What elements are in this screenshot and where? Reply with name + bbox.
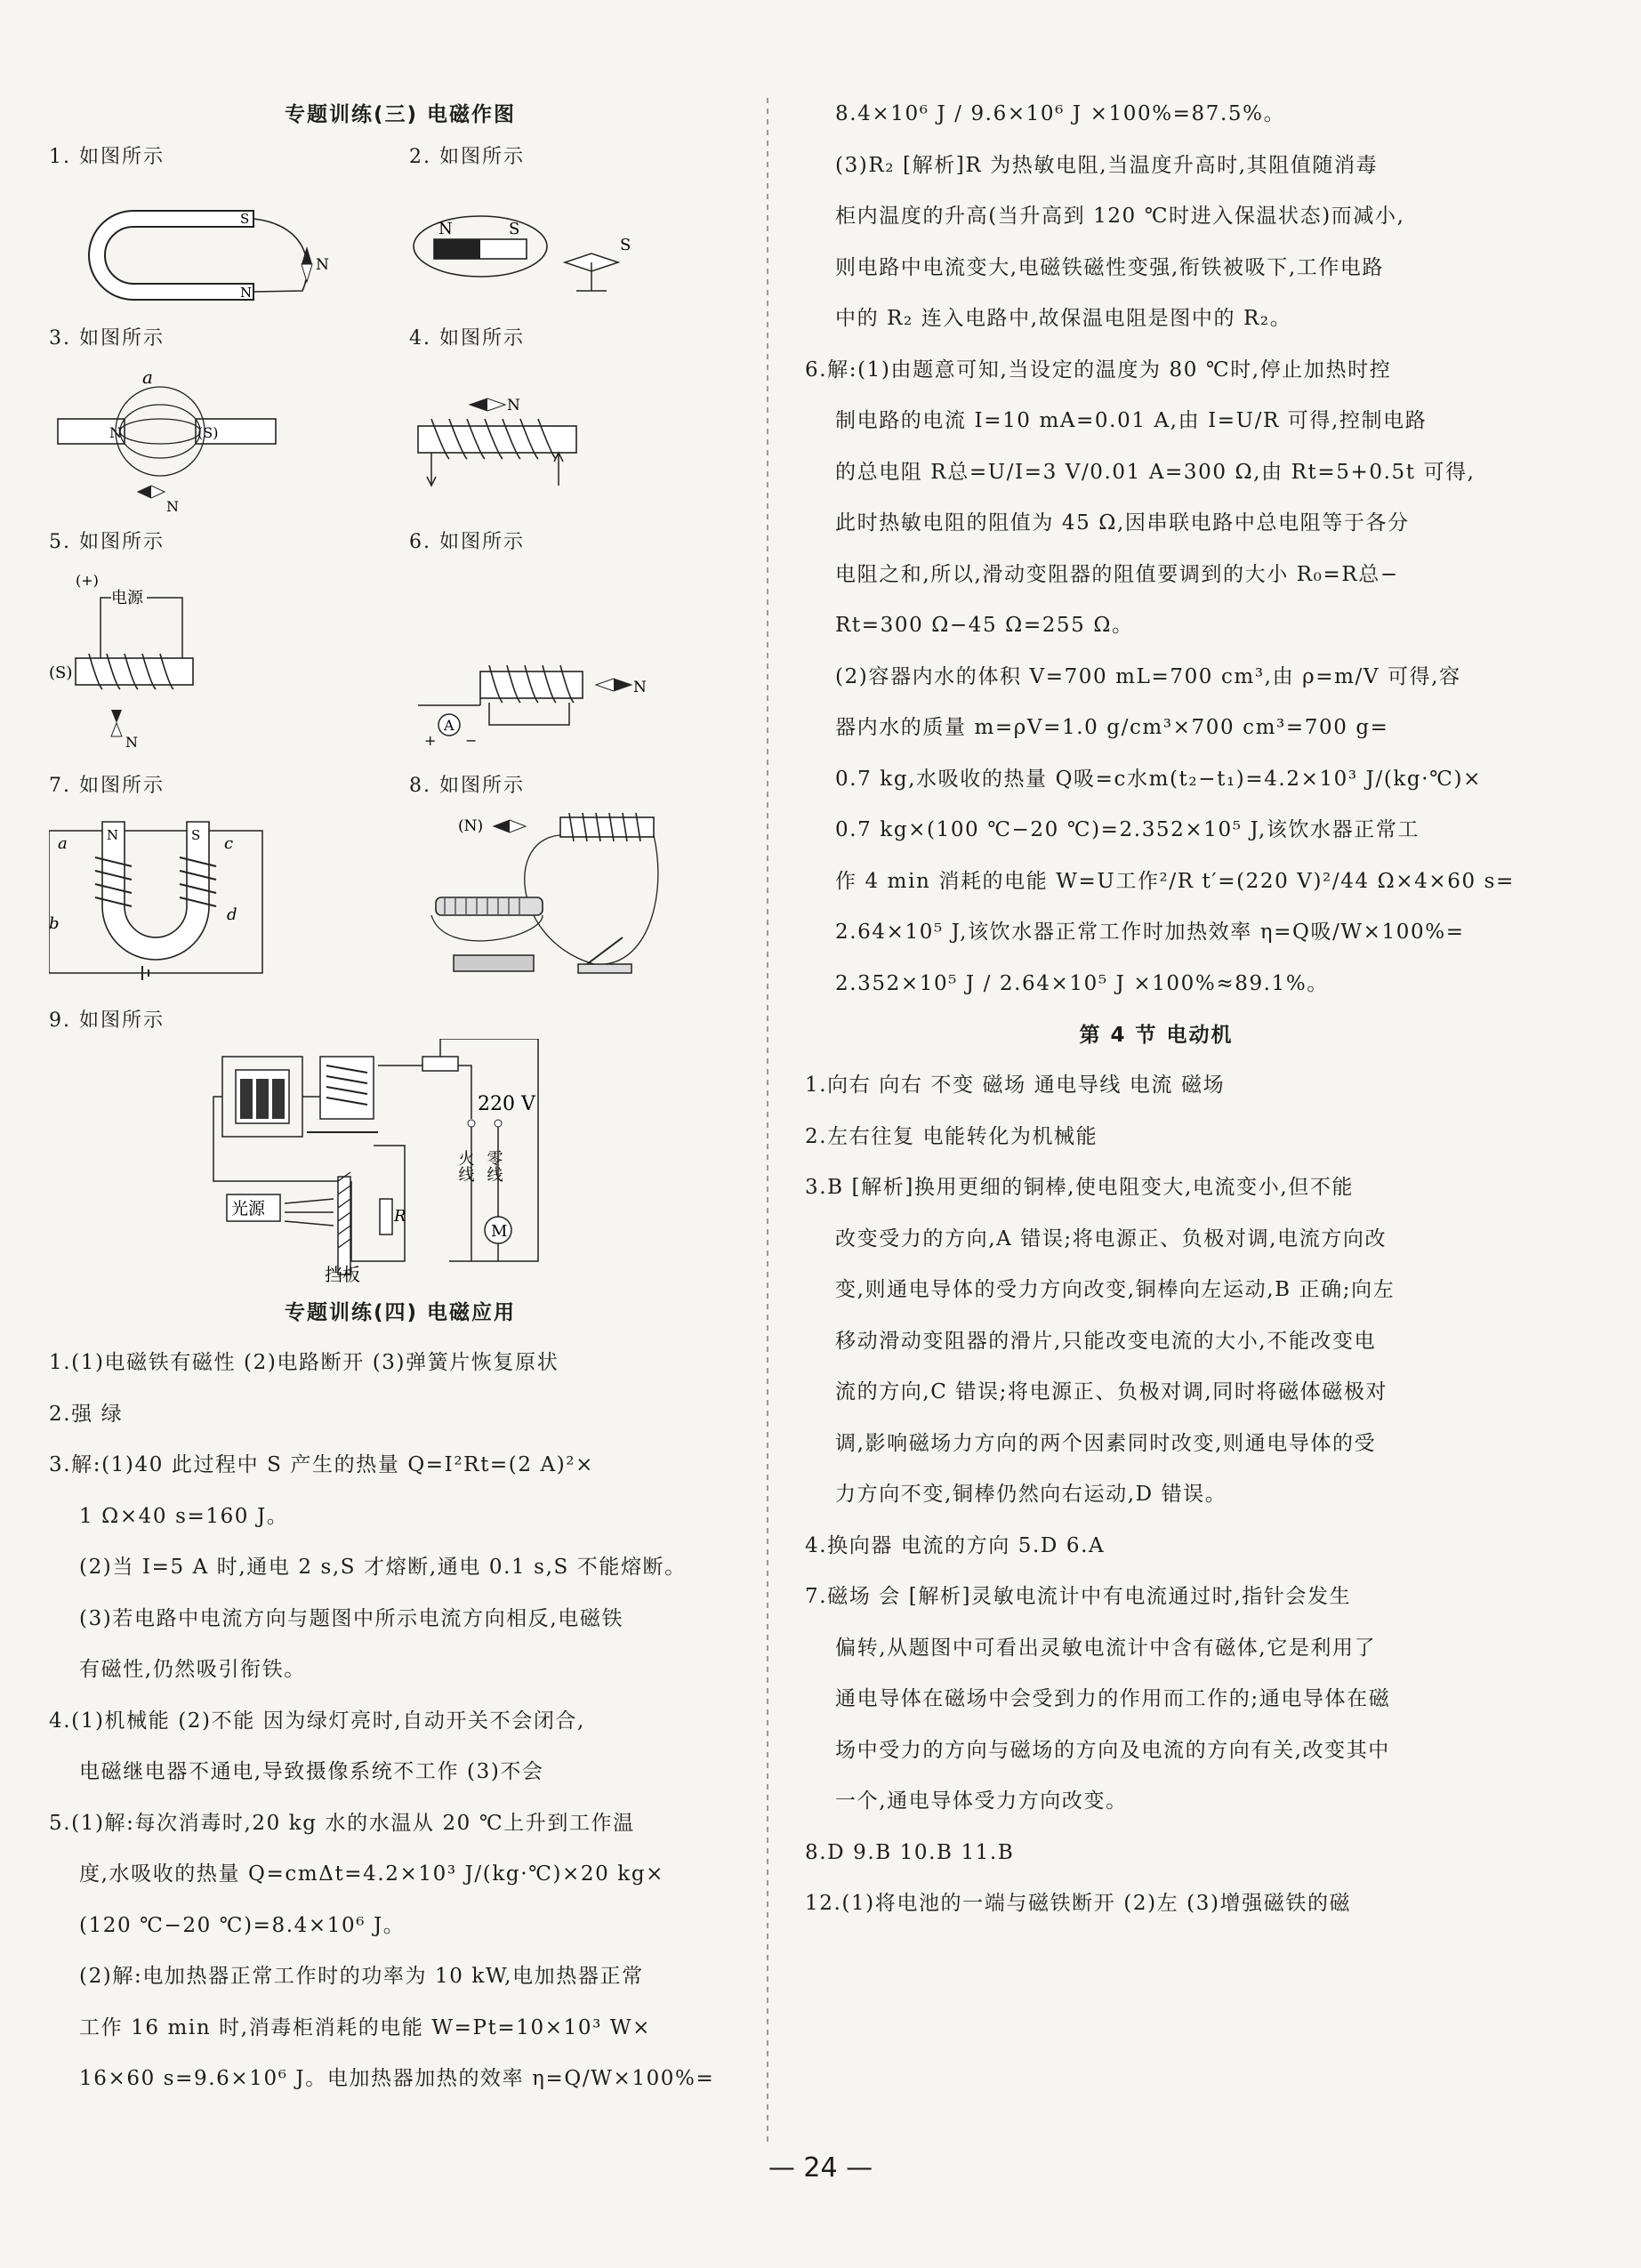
ammeter-minus: − bbox=[465, 732, 478, 749]
figure-caption: 8. 如图所示 bbox=[409, 775, 525, 797]
figure-caption: 1. 如图所示 bbox=[49, 146, 165, 168]
page-number: — 24 — bbox=[768, 2152, 873, 2184]
u-pole-s: S bbox=[191, 827, 201, 843]
solenoid-ammeter-diagram bbox=[409, 560, 738, 765]
answer-line: (2)解:电加热器正常工作时的功率为 10 kW,电加热器正常 bbox=[79, 1965, 644, 1988]
answer-line: 2.强 绿 bbox=[49, 1402, 124, 1426]
ammeter-label: A bbox=[444, 717, 454, 734]
baffle-label: 挡板 bbox=[325, 1264, 360, 1283]
motor-label: M bbox=[491, 1222, 508, 1241]
answer-line: 0.7 kg×(100 ℃−20 ℃)=2.352×10⁵ J,该饮水器正常工 bbox=[835, 818, 1420, 841]
figure-7 bbox=[49, 768, 391, 1003]
section-heading-ch4: 第 4 节 电动机 bbox=[1079, 1024, 1234, 1047]
answer-line: 4.换向器 电流的方向 5.D 6.A bbox=[805, 1533, 1106, 1557]
answer-line: 移动滑动变阻器的滑片,只能改变电流的大小,不能改变电 bbox=[835, 1329, 1377, 1353]
answer-line: 流的方向,C 错误;将电源正、负极对调,同时将磁体磁极对 bbox=[835, 1380, 1388, 1403]
figure-caption: 7. 如图所示 bbox=[49, 775, 165, 797]
column-divider bbox=[767, 98, 768, 2143]
answer-line: (3)若电路中电流方向与题图中所示电流方向相反,电磁铁 bbox=[79, 1606, 624, 1630]
figure-9 bbox=[49, 1003, 752, 1287]
answer-line: 3.B [解析]换用更细的铜棒,使电阻变大,电流变小,但不能 bbox=[805, 1176, 1355, 1199]
answer-line: 工作 16 min 时,消毒柜消耗的电能 W=Pt=10×10³ W× bbox=[79, 2015, 651, 2039]
answer-line: 6.解:(1)由题意可知,当设定的温度为 80 ℃时,停止加热时控 bbox=[805, 358, 1392, 382]
answer-line: 1.(1)电磁铁有磁性 (2)电路断开 (3)弹簧片恢复原状 bbox=[49, 1351, 559, 1374]
answer-line: 4.(1)机械能 (2)不能 因为绿灯亮时,自动开关不会闭合, bbox=[49, 1709, 585, 1733]
answer-line: 此时热敏电阻的阻值为 45 Ω,因串联电路中总电阻等于各分 bbox=[835, 511, 1410, 535]
answer-line: 通电导体在磁场中会受到力的作用而工作的;通电导体在磁 bbox=[835, 1687, 1391, 1710]
answer-line: 8.D 9.B 10.B 11.B bbox=[805, 1840, 1015, 1864]
figure-1 bbox=[49, 140, 391, 321]
plus-label: (+) bbox=[76, 572, 99, 589]
answer-line: 2.64×10⁵ J,该饮水器正常工作时加热效率 η=Q吸/W×100%= bbox=[835, 921, 1465, 944]
figure-caption: 4. 如图所示 bbox=[409, 327, 525, 350]
u-electromagnet-diagram bbox=[49, 804, 378, 1000]
answer-line: 8.4×10⁶ J / 9.6×10⁶ J ×100%=87.5%。 bbox=[835, 102, 1286, 125]
answer-line: 调,影响磁场力方向的两个因素同时改变,则通电导体的受 bbox=[835, 1431, 1377, 1455]
answer-line: 电磁继电器不通电,导致摄像系统不工作 (3)不会 bbox=[79, 1760, 544, 1783]
needle-label-s: S bbox=[620, 236, 631, 254]
figure-caption: 5. 如图所示 bbox=[49, 531, 165, 553]
answer-line: 5.(1)解:每次消毒时,20 kg 水的水温从 20 ℃上升到工作温 bbox=[49, 1811, 635, 1835]
answer-line: 柜内温度的升高(当升高到 120 ℃时进入保温状态)而减小, bbox=[835, 205, 1405, 228]
pole-label-s: (S) bbox=[49, 664, 73, 682]
needle-label-n: N bbox=[316, 256, 329, 274]
magnet-label-s: S bbox=[509, 220, 520, 238]
answer-line: 一个,通电导体受力方向改变。 bbox=[835, 1789, 1128, 1813]
figure-4 bbox=[409, 321, 752, 525]
answer-line: 电阻之和,所以,滑动变阻器的阻值要调到的大小 R₀=R总− bbox=[835, 562, 1399, 586]
needle-label-n: N bbox=[507, 397, 520, 414]
answer-line: 场中受力的方向与磁场的方向及电流的方向有关,改变其中 bbox=[835, 1738, 1390, 1762]
figure-caption: 2. 如图所示 bbox=[409, 146, 525, 168]
terminal-d: d bbox=[227, 905, 237, 924]
answer-line: 则电路中电流变大,电磁铁磁性变强,衔铁被吸下,工作电路 bbox=[835, 255, 1385, 279]
answer-line: 0.7 kg,水吸收的热量 Q吸=c水m(t₂−t₁)=4.2×10³ J/(kg·℃)× bbox=[835, 767, 1482, 791]
answer-line: 偏转,从题图中可看出灵敏电流计中含有磁体,它是利用了 bbox=[835, 1636, 1377, 1660]
answer-line: 制电路的电流 I=10 mA=0.01 A,由 I=U/R 可得,控制电路 bbox=[835, 409, 1428, 432]
u-pole-n: N bbox=[107, 827, 119, 843]
u-magnet-diagram bbox=[49, 175, 378, 318]
terminal-c: c bbox=[224, 834, 234, 853]
answer-line: (120 ℃−20 ℃)=8.4×10⁶ J。 bbox=[79, 1913, 406, 1937]
needle-label-n: N bbox=[166, 498, 179, 515]
solenoid-diagram bbox=[409, 357, 738, 521]
answer-line: 力方向不变,铜棒仍然向右运动,D 错误。 bbox=[835, 1483, 1227, 1506]
needle-label-n: N bbox=[633, 679, 647, 696]
figure-3 bbox=[49, 321, 391, 525]
answer-line: 16×60 s=9.6×10⁶ J。电加热器加热的效率 η=Q/W×100%= bbox=[79, 2067, 715, 2090]
figure-6 bbox=[409, 525, 752, 768]
answer-line: (2)容器内水的体积 V=700 mL=700 cm³,由 ρ=m/V 可得,容 bbox=[835, 664, 1461, 688]
pole-label-s: S bbox=[240, 211, 250, 227]
answer-line: 改变受力的方向,A 错误;将电源正、负极对调,电流方向改 bbox=[835, 1226, 1388, 1251]
answer-line: (3)R₂ [解析]R 为热敏电阻,当温度升高时,其阻值随消毒 bbox=[835, 153, 1379, 177]
answer-line: 3.解:(1)40 此过程中 S 产生的热量 Q=I²Rt=(2 A)²× bbox=[49, 1453, 594, 1476]
figure-8 bbox=[409, 768, 752, 1003]
resistor-label: R bbox=[394, 1207, 406, 1226]
needle-label-n: (N) bbox=[458, 817, 484, 835]
left-column bbox=[49, 89, 752, 2105]
answer-line: 有磁性,仍然吸引衔铁。 bbox=[79, 1658, 306, 1681]
live-wire-label: 火线 bbox=[455, 1150, 475, 1182]
answer-line: 中的 R₂ 连入电路中,故保温电阻是图中的 R₂。 bbox=[835, 307, 1292, 330]
magnet-label-n: N bbox=[438, 220, 453, 238]
section-heading-4: 专题训练(四) 电磁应用 bbox=[284, 1301, 517, 1324]
right-magnet-s: (S) bbox=[197, 424, 219, 441]
neutral-wire-label: 零线 bbox=[484, 1150, 503, 1182]
answer-line: (2)当 I=5 A 时,通电 2 s,S 才熔断,通电 0.1 s,S 不能熔断。 bbox=[79, 1556, 687, 1579]
answer-line: 7.磁场 会 [解析]灵敏电流计中有电流通过时,指针会发生 bbox=[805, 1585, 1352, 1608]
terminal-b: b bbox=[49, 914, 60, 933]
answer-line: 的总电阻 R总=U/I=3 V/0.01 A=300 Ω,由 Rt=5+0.5t 可得, bbox=[835, 460, 1476, 484]
answer-line: 1 Ω×40 s=160 J。 bbox=[79, 1504, 289, 1528]
needle-label-n: N bbox=[125, 734, 138, 751]
two-magnets-field-diagram bbox=[49, 357, 378, 521]
figure-5 bbox=[49, 525, 391, 768]
figure-caption: 9. 如图所示 bbox=[49, 1009, 165, 1032]
pole-label-n: N bbox=[240, 285, 253, 301]
point-a-label: a bbox=[142, 366, 153, 388]
relay-light-control-diagram bbox=[49, 1039, 752, 1283]
section-heading-3: 专题训练(三) 电磁作图 bbox=[284, 103, 517, 126]
electromagnet-with-power-diagram bbox=[49, 560, 378, 765]
answer-line: Rt=300 Ω−45 Ω=255 Ω。 bbox=[835, 614, 1134, 637]
left-magnet-n: N bbox=[109, 424, 122, 441]
figure-grid-1-8 bbox=[49, 140, 752, 1003]
terminal-a: a bbox=[58, 834, 68, 853]
answer-line: 2.左右往复 电能转化为机械能 bbox=[805, 1124, 1098, 1148]
voltage-label: 220 V bbox=[478, 1093, 535, 1115]
right-column bbox=[805, 89, 1515, 1930]
power-source-label: 电源 bbox=[111, 589, 143, 607]
answer-line: 12.(1)将电池的一端与磁铁断开 (2)左 (3)增强磁铁的磁 bbox=[805, 1892, 1352, 1915]
figure-caption: 3. 如图所示 bbox=[49, 327, 165, 350]
figure-caption: 6. 如图所示 bbox=[409, 531, 525, 553]
answer-line: 变,则通电导体的受力方向改变,铜棒向左运动,B 正确;向左 bbox=[835, 1278, 1396, 1301]
answer-line: 2.352×10⁵ J / 2.64×10⁵ J ×100%≈89.1%。 bbox=[835, 971, 1329, 995]
figure-2 bbox=[409, 140, 752, 321]
circuit-with-rheostat-diagram bbox=[409, 804, 738, 1000]
bar-magnet-diagram bbox=[409, 175, 738, 318]
answer-line: 1.向右 向右 不变 磁场 通电导线 电流 磁场 bbox=[805, 1074, 1226, 1097]
light-source-label: 光源 bbox=[231, 1199, 266, 1218]
answer-line: 器内水的质量 m=ρV=1.0 g/cm³×700 cm³=700 g= bbox=[835, 716, 1389, 739]
ammeter-plus: + bbox=[424, 732, 437, 749]
answer-line: 度,水吸收的热量 Q=cmΔt=4.2×10³ J/(kg·℃)×20 kg× bbox=[79, 1862, 665, 1886]
answer-line: 作 4 min 消耗的电能 W=U工作²/R t′=(220 V)²/44 Ω×4×60 s= bbox=[835, 869, 1515, 893]
